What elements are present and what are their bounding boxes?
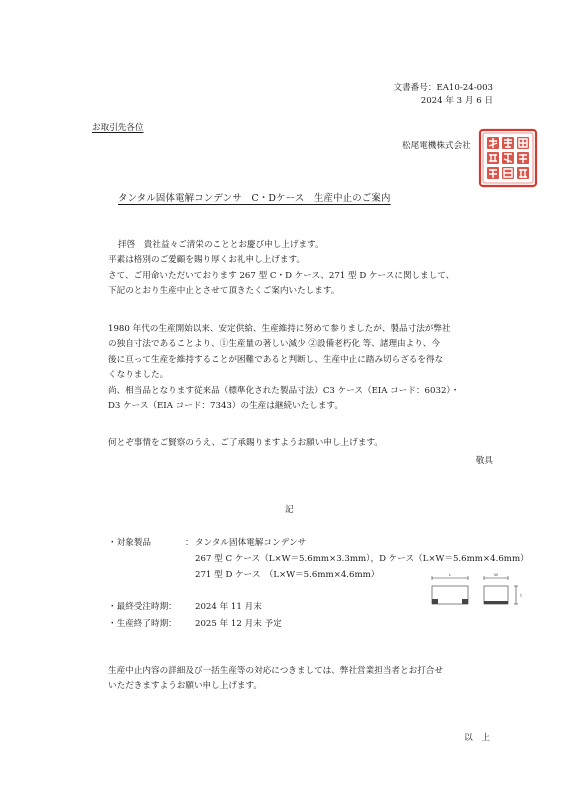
addressee: お取引先各位: [92, 123, 144, 133]
closing-line: 生産中止内容の詳細及び一括生産等の対応につきましては、弊社営業担当者とお打合せ: [108, 666, 443, 676]
target-product-detail: 267 型 C ケース（L×W＝5.6mm×3.3mm），D ケース（L×W＝5.6mm×4.6mm）: [195, 554, 529, 564]
target-product-detail: 271 型 D ケース （L×W＝5.6mm×4.6mm）: [195, 570, 380, 580]
reason-line: 後に亘って生産を維持することが困難であると判断し、生産中止に踏み切らざるを得な: [108, 354, 444, 365]
request-line: 何とぞ事情をご賢察のうえ、ご了承賜りますようお願い申し上げます。: [108, 438, 383, 448]
last-order-value: 2024 年 11 月末: [195, 602, 262, 612]
closing-line: いただきますようお願い申し上げます。: [108, 681, 263, 692]
label-L: L: [448, 572, 452, 577]
document-number: 文書番号：EA10-24-003: [393, 83, 493, 93]
case-dimension-drawing: [428, 572, 524, 612]
label-T: T: [519, 593, 523, 598]
ki-heading: 記: [285, 505, 294, 515]
document-date: 2024 年 3 月 6 日: [420, 96, 493, 106]
keigu-closing: 敬具: [475, 456, 493, 466]
last-order-label: ・最終受注時期：: [108, 602, 177, 612]
end-production-value: 2025 年 12 月末 予定: [195, 619, 282, 629]
ijo-closing: 以 上: [464, 733, 493, 743]
label-W: W: [494, 572, 498, 577]
reason-line: 1980 年代の生産開始以来、安定供給、生産維持に努めて参りましたが、製品寸法が弊社: [108, 324, 451, 334]
target-product-colon: ：: [185, 538, 194, 548]
target-product-label: ・対象製品: [108, 538, 151, 548]
target-product-value: タンタル固体電解コンデンサ: [195, 538, 307, 548]
reason-line: D3 ケース（EIA コード：7343）の生産は継続いたします。: [108, 401, 343, 412]
sender-company: 松尾電機株式会社: [402, 141, 471, 151]
reason-paragraph: [108, 322, 504, 414]
greeting-line: 拝啓 貴社益々ご清栄のこととお慶び申し上げます。: [118, 240, 324, 250]
document-title: タンタル固体電解コンデンサ C・Dケース 生産中止のご案内: [118, 193, 391, 204]
end-production-label: ・生産終了時期：: [108, 619, 177, 629]
greeting-paragraph: [108, 238, 504, 300]
closing-paragraph: [108, 664, 504, 695]
reason-line: 尚、相当品となります従来品（標準化された製品寸法）C3 ケース（EIA コード：6032）・: [108, 385, 460, 396]
greeting-line: 下記のとおり生産中止とさせて頂きたくご案内いたします。: [108, 286, 340, 297]
greeting-line: 平素は格別のご愛顧を賜り厚くお礼申し上げます。: [108, 255, 305, 266]
request-paragraph: [108, 436, 504, 451]
greeting-line: さて、ご用命いただいております 267 型 C・D ケース、271 型 D ケースに関しまして、: [108, 270, 455, 281]
reason-line: くなりました。: [108, 370, 169, 381]
company-seal-stamp: [478, 128, 538, 188]
reason-line: の独自寸法であることより、①生産量の著しい減少 ②設備老朽化 等、諸理由より、今: [108, 339, 441, 350]
